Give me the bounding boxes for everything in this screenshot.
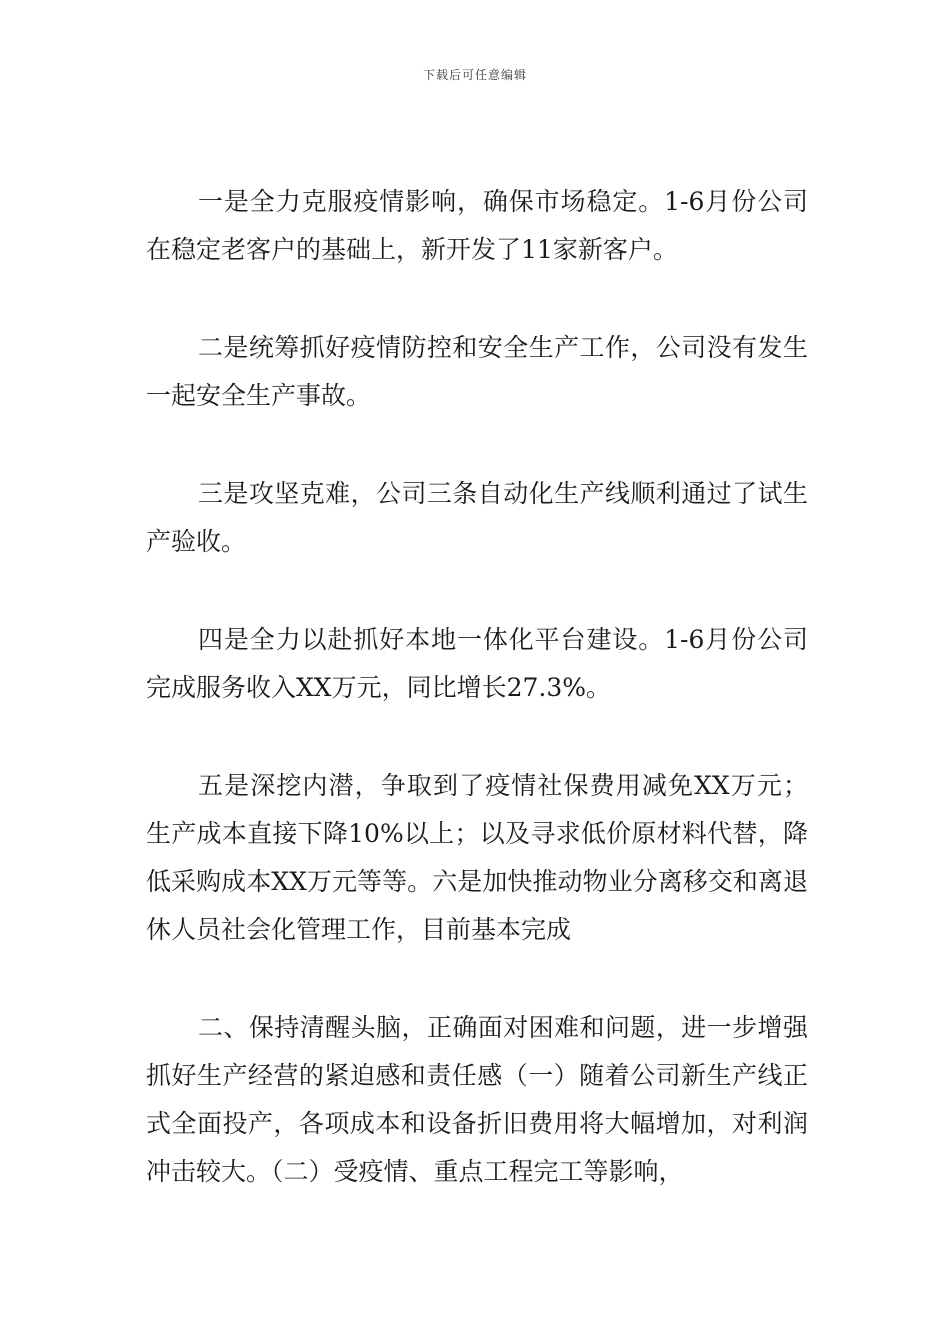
header-note: 下载后可任意编辑 — [422, 68, 527, 82]
paragraph-6: 二、保持清醒头脑，正确面对困难和问题，进一步增强抓好生产经营的紧迫感和责任感（一）随着公司新生产线正式全面投产，各项成本和设备折旧费用将大幅增加，对利润冲击较大。（二）受疫情、重点工程完工等影响， — [146, 1013, 808, 1186]
paragraph-5: 五是深挖内潜，争取到了疫情社保费用减免XX万元；生产成本直接下降10%以上；以及寻求低价原材料代替，降低采购成本XX万元等等。六是加快推动物业分离移交和离退休人员社会化管理工作，目前基本完成 — [146, 771, 808, 944]
paragraph-3: 三是攻坚克难，公司三条自动化生产线顺利通过了试生产验收。 — [146, 479, 808, 556]
paragraph-4: 四是全力以赴抓好本地一体化平台建设。1-6月份公司完成服务收入XX万元，同比增长27.3%。 — [146, 625, 808, 702]
paragraph-1: 一是全力克服疫情影响，确保市场稳定。1-6月份公司在稳定老客户的基础上，新开发了11家新客户。 — [146, 187, 808, 264]
paragraph-2: 二是统筹抓好疫情防控和安全生产工作，公司没有发生一起安全生产事故。 — [146, 333, 808, 410]
document-body — [146, 178, 808, 1246]
